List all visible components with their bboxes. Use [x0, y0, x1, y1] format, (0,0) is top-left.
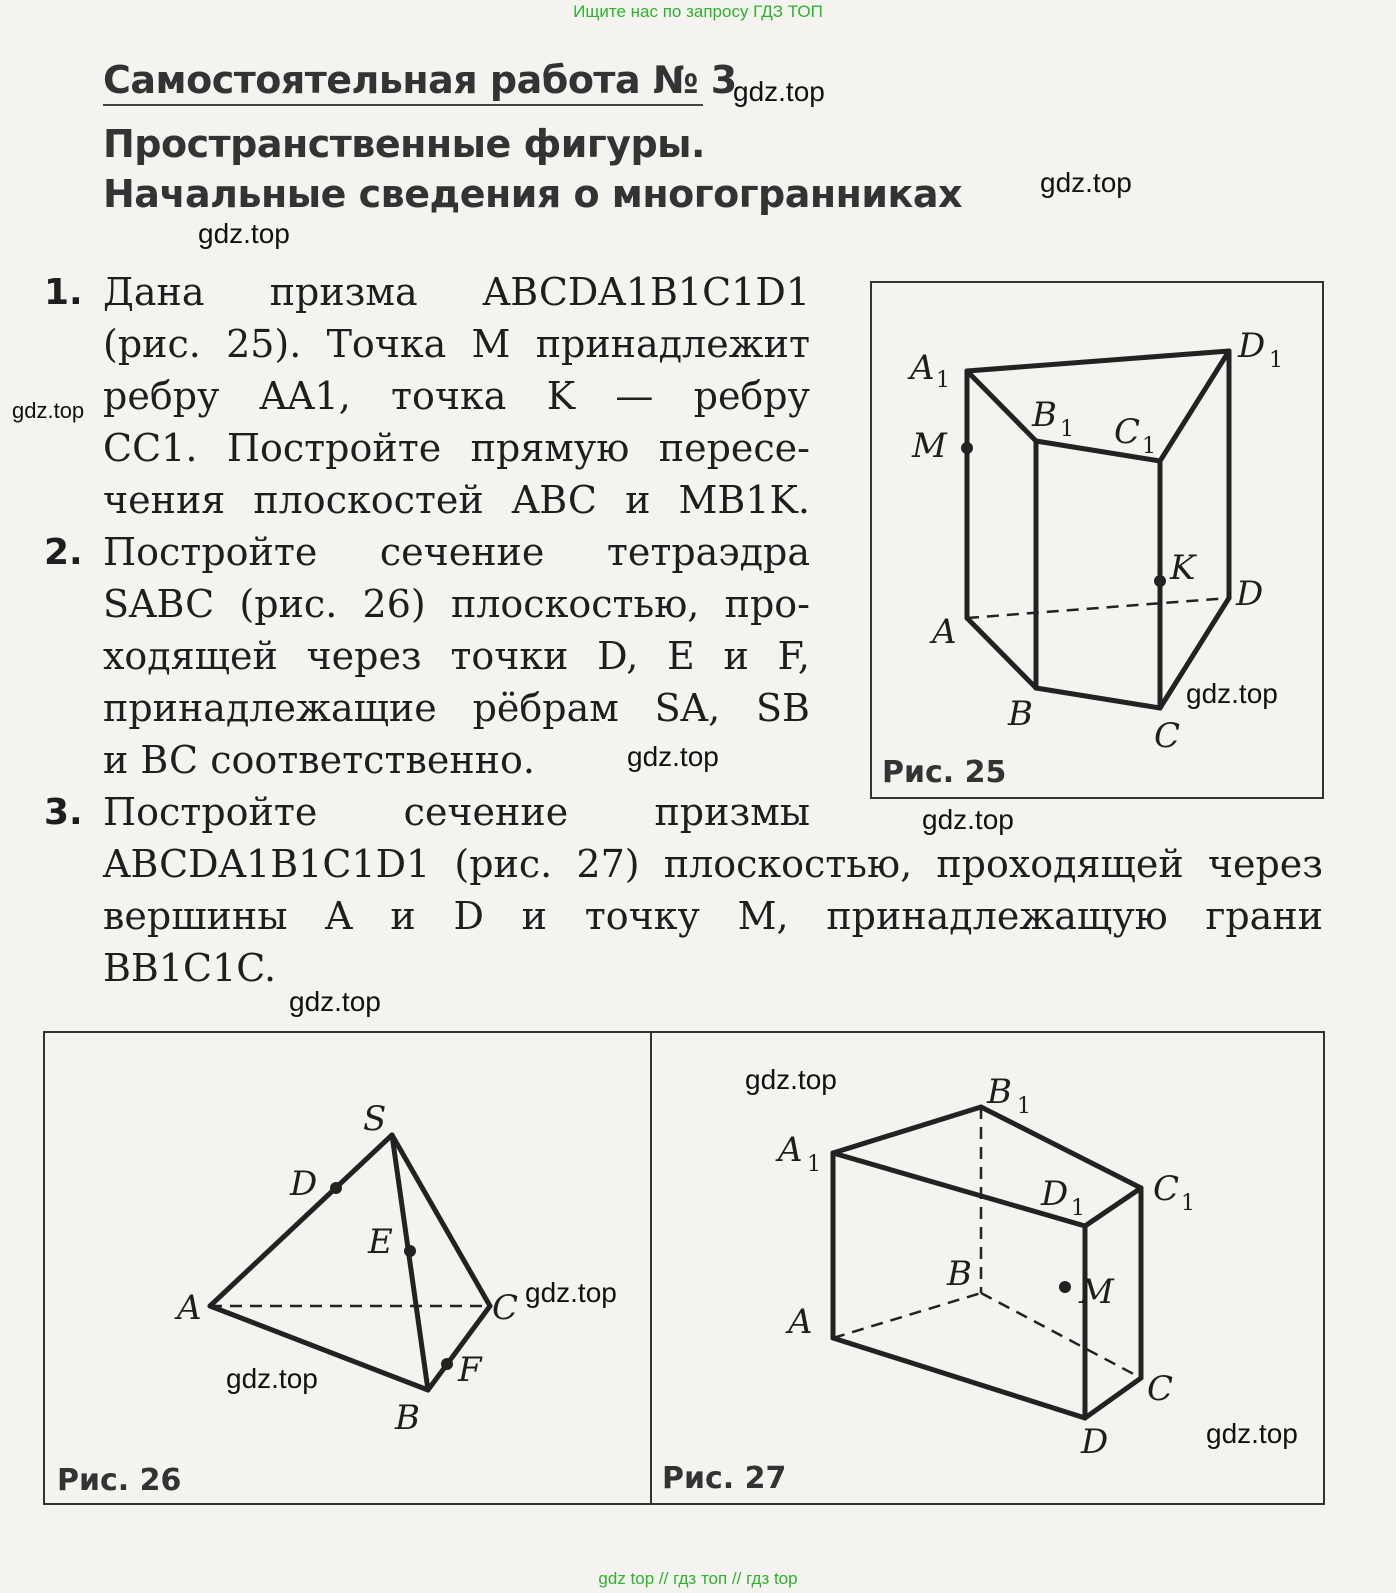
- label-a1: A: [910, 348, 935, 388]
- task-2-line-4: принадлежащие рёбрам SA, SB: [103, 686, 810, 730]
- topic-line-1: Пространственные фигуры.: [103, 122, 705, 166]
- task-1-line-1: Дана призма ABCDA1B1C1D1: [103, 270, 810, 314]
- task-1-line-2: (рис. 25). Точка M принадлежит: [103, 322, 810, 366]
- task-number: 2.: [44, 532, 83, 573]
- watermark: gdz.top: [12, 398, 85, 423]
- label-d: D: [290, 1164, 318, 1204]
- worksheet-title: Самостоятельная работа № 3: [103, 58, 737, 102]
- label-e: E: [368, 1222, 393, 1262]
- label-c1-index: 1: [1181, 1191, 1195, 1216]
- watermark: gdz.top: [525, 1277, 617, 1308]
- label-b: B: [1008, 694, 1033, 734]
- label-b1-index: 1: [1060, 417, 1074, 442]
- label-f: F: [458, 1350, 482, 1390]
- edge-a1b1: [833, 1107, 981, 1153]
- label-a: A: [177, 1288, 202, 1328]
- hidden-edge-ab: [833, 1293, 981, 1338]
- watermark: gdz.top: [226, 1363, 318, 1394]
- figures-26-27-frame: [43, 1031, 1325, 1505]
- task-number: 1.: [44, 272, 83, 313]
- top-banner: Ищите нас по запросу ГДЗ ТОП: [573, 2, 823, 21]
- watermark: gdz.top: [1040, 167, 1132, 198]
- label-d1-index: 1: [1071, 1196, 1085, 1221]
- label-a1-index: 1: [936, 368, 950, 393]
- label-k: K: [1170, 548, 1196, 588]
- label-c1: C: [1114, 412, 1141, 452]
- task-3-line-1: Постройте сечение призмы: [103, 790, 810, 834]
- label-m: M: [1079, 1272, 1114, 1312]
- label-b1: B: [1032, 395, 1057, 435]
- edge-c1d1: [1160, 351, 1229, 461]
- edge-c1d1: [1085, 1188, 1141, 1226]
- label-a: A: [788, 1302, 813, 1342]
- edge-dc: [1085, 1378, 1141, 1418]
- hidden-edge-ad: [967, 598, 1229, 618]
- edge-sb: [392, 1135, 428, 1390]
- topic-line-2: Начальные сведения о многогранниках: [103, 172, 962, 216]
- label-b1: B: [987, 1072, 1012, 1112]
- label-d: D: [1236, 574, 1264, 614]
- task-3-text: [103, 838, 1323, 994]
- figure-27-prism-drawing: [653, 1033, 1323, 1503]
- task-2-line-1: Постройте сечение тетраэдра: [103, 530, 810, 574]
- edge-ab: [967, 618, 1036, 688]
- label-b: B: [395, 1398, 420, 1438]
- title-rule: [103, 104, 703, 106]
- task-3-line-1-box: [103, 786, 810, 838]
- figure-26-tetrahedron-drawing: [45, 1033, 645, 1503]
- label-m: M: [912, 426, 947, 466]
- task-2-text: [103, 526, 810, 786]
- label-s: S: [363, 1099, 387, 1139]
- task-3-line-4: BB1C1C.: [103, 946, 277, 990]
- label-d: D: [1081, 1422, 1109, 1462]
- figure-divider: [650, 1033, 652, 1503]
- edge-bc: [1036, 688, 1160, 708]
- watermark: gdz.top: [289, 986, 381, 1017]
- task-3-line-2: ABCDA1B1C1D1 (рис. 27) плоскостью, проходящей через: [103, 842, 1323, 886]
- point-f: [441, 1358, 453, 1370]
- task-2-line-3: ходящей через точки D, E и F,: [103, 634, 810, 678]
- task-3-line-3: вершины A и D и точку M, принадлежащую грани: [103, 894, 1323, 938]
- figure-26-caption: Рис. 26: [57, 1463, 182, 1498]
- watermark: gdz.top: [198, 218, 290, 249]
- edge-sa: [210, 1135, 392, 1306]
- label-a: A: [932, 612, 957, 652]
- label-c1-index: 1: [1142, 434, 1156, 459]
- watermark: gdz.top: [745, 1064, 837, 1095]
- figure-27-caption: Рис. 27: [662, 1461, 787, 1496]
- edge-ad: [833, 1338, 1085, 1418]
- task-2-line-5: и BC соответственно.: [103, 738, 535, 782]
- edge-sc: [392, 1135, 490, 1306]
- bottom-banner: gdz top // гдз топ // гдз top: [598, 1569, 798, 1588]
- watermark: gdz.top: [922, 804, 1014, 835]
- edge-cd: [1160, 598, 1229, 708]
- task-number: 3.: [44, 792, 83, 833]
- label-c: C: [492, 1288, 519, 1328]
- point-k: [1154, 575, 1166, 587]
- watermark: gdz.top: [627, 741, 719, 772]
- figure-25-prism-drawing: [872, 283, 1322, 797]
- task-1-line-4: CC1. Постройте прямую пересе-: [103, 426, 810, 470]
- watermark: gdz.top: [1206, 1418, 1298, 1449]
- task-1-line-5: чения плоскостей ABC и MB1K.: [103, 478, 810, 522]
- watermark: gdz.top: [733, 76, 825, 107]
- edge-ab: [210, 1306, 428, 1390]
- label-b1-index: 1: [1017, 1094, 1031, 1119]
- edge-a1d1: [967, 351, 1229, 371]
- task-1-line-3: ребру AA1, точка K — ребру: [103, 374, 810, 418]
- point-d: [330, 1182, 342, 1194]
- label-b: B: [947, 1254, 972, 1294]
- label-d1: D: [1238, 326, 1266, 366]
- task-1-text: [103, 266, 810, 526]
- label-a1-index: 1: [807, 1152, 821, 1177]
- label-c: C: [1154, 716, 1181, 756]
- label-a1: A: [778, 1130, 803, 1170]
- point-m: [961, 442, 973, 454]
- point-e: [404, 1245, 416, 1257]
- hidden-edge-bc: [981, 1293, 1141, 1378]
- label-c: C: [1147, 1369, 1174, 1409]
- task-2-line-2: SABC (рис. 26) плоскостью, про-: [103, 582, 810, 626]
- figure-25-caption: Рис. 25: [882, 755, 1007, 790]
- label-d1-index: 1: [1269, 348, 1283, 373]
- point-m: [1059, 1281, 1071, 1293]
- watermark: gdz.top: [1186, 678, 1278, 709]
- label-d1: D: [1041, 1174, 1069, 1214]
- label-c1: C: [1153, 1169, 1180, 1209]
- figure-25-frame: [870, 281, 1324, 799]
- edge-a1b1: [967, 371, 1036, 441]
